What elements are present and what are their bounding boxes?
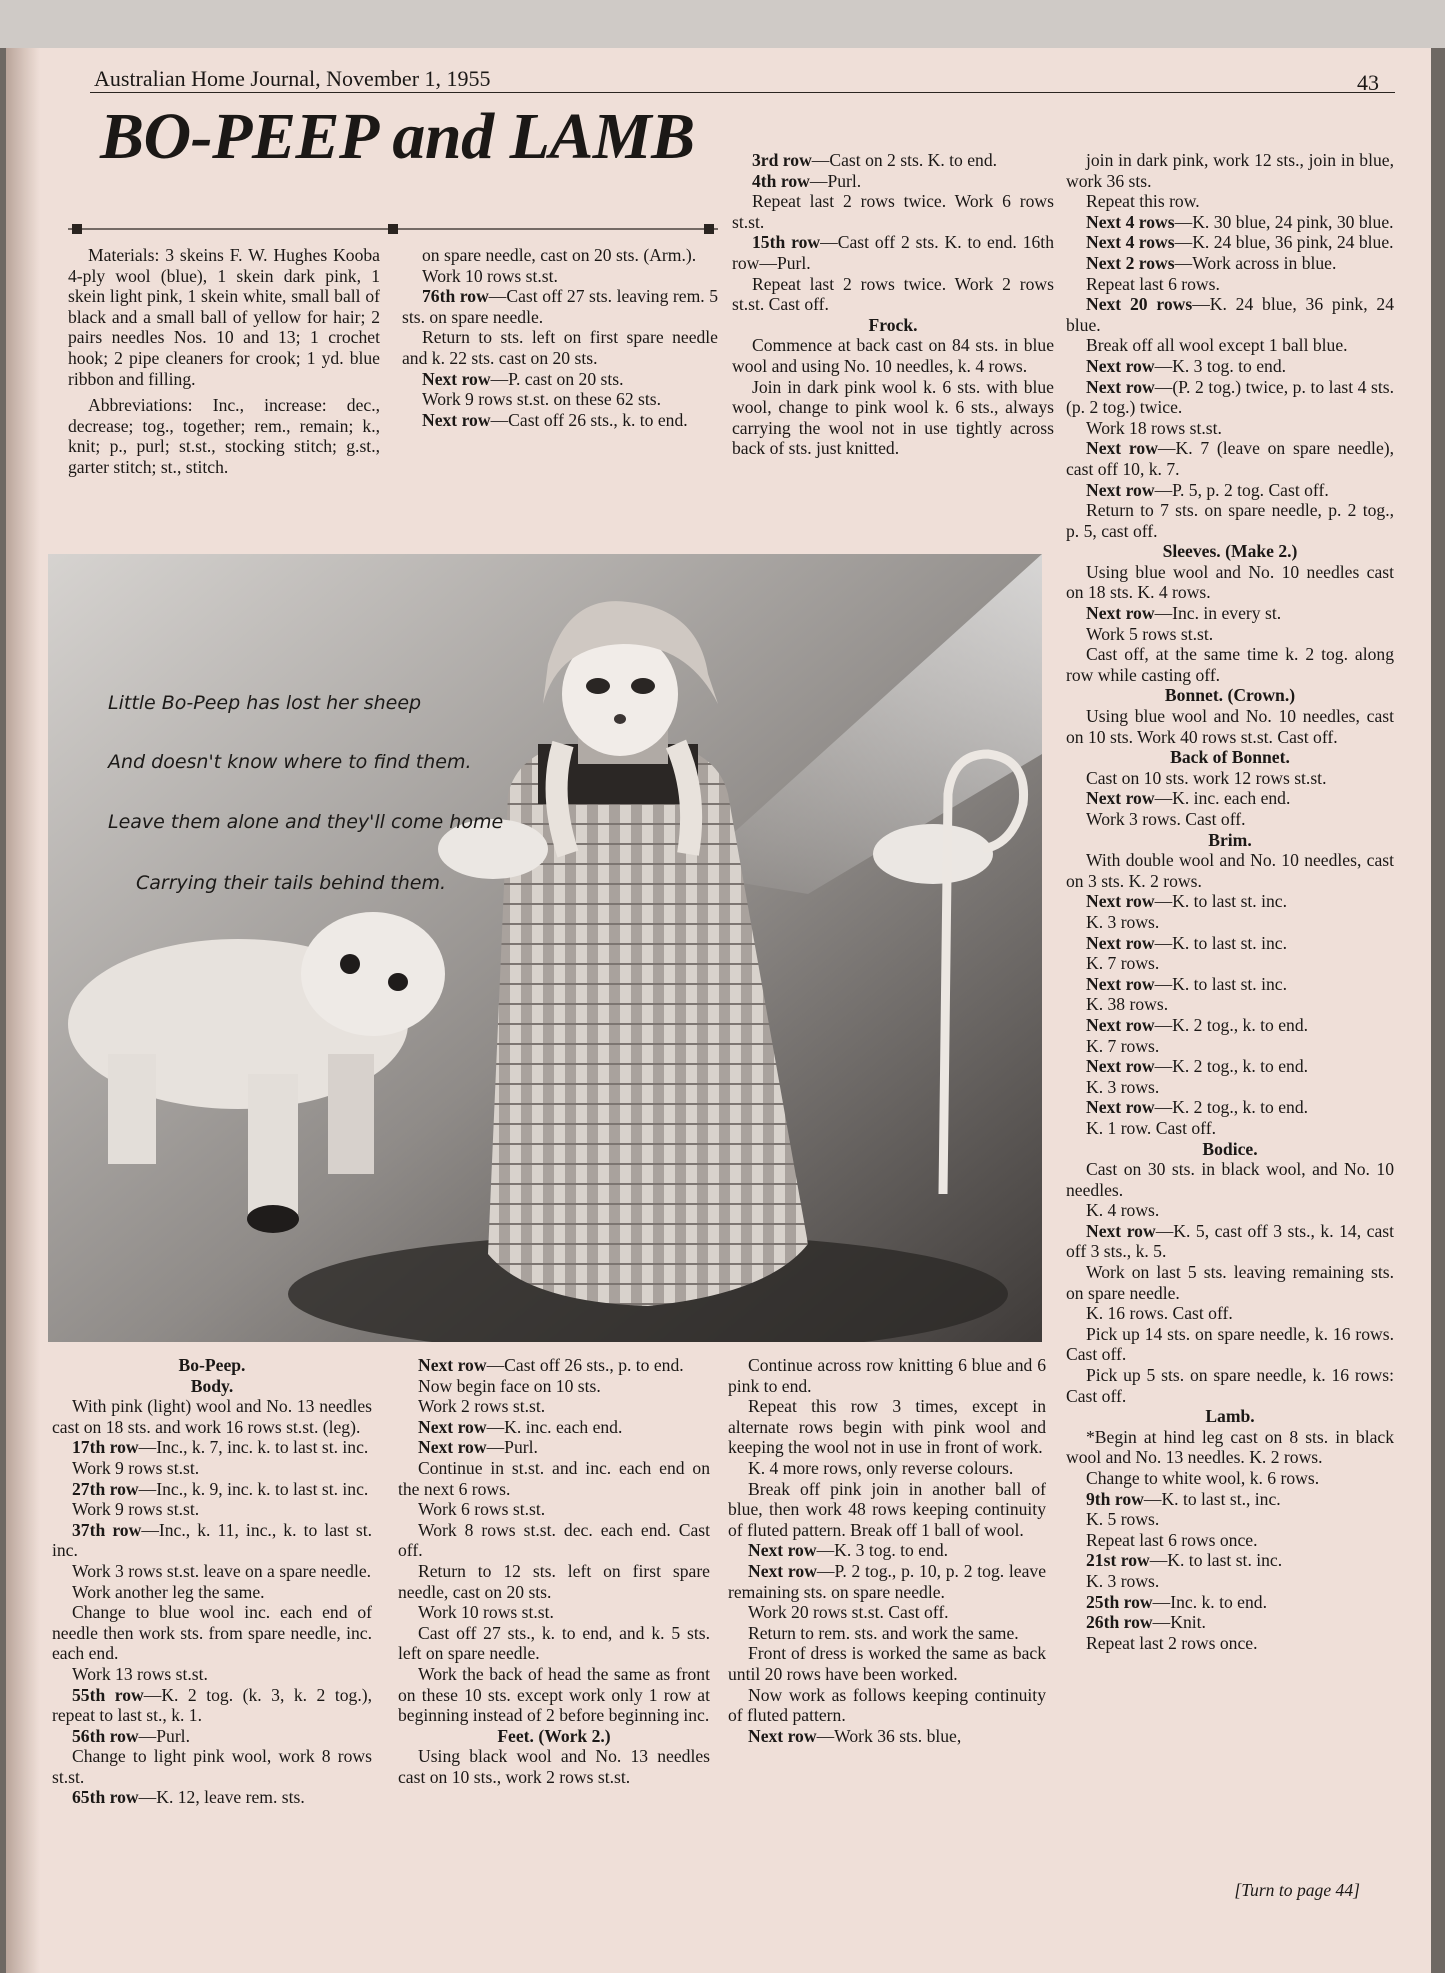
instruction-text: Now begin face on 10 sts. (418, 1375, 601, 1396)
instruction-line (1066, 377, 1394, 418)
instruction-text: Repeat last 6 rows once. (1086, 1529, 1258, 1550)
instruction-text: Change to light pink wool, work 8 rows st.st. (52, 1746, 372, 1787)
instruction-text: —(P. 2 tog.) twice, p. to last 4 sts. (p. 2 tog.) twice. (1066, 376, 1395, 418)
instruction-text: Work 6 rows st.st. (418, 1499, 546, 1520)
row-label: Next row (1086, 479, 1155, 500)
instruction-line (1066, 1324, 1394, 1365)
instruction-text: —K. to last st. inc. (1154, 932, 1287, 953)
instruction-text: —Cast off 26 sts., p. to end. (486, 1355, 684, 1375)
instruction-line (402, 389, 718, 410)
instruction-line (1066, 788, 1394, 809)
instruction-text: —Inc. in every st. (1154, 603, 1282, 624)
bo-peep-right-arm (873, 824, 993, 884)
instruction-text: With pink (light) wool and No. 13 needles cast on 18 sts. and work 16 rows st.st. (leg). (52, 1396, 372, 1437)
instruction-line (1066, 933, 1394, 954)
instruction-text: K. 3 rows. (1086, 1076, 1160, 1097)
instruction-text: *Begin at hind leg cast on 8 sts. in black wool and No. 13 needles. K. 2 rows. (1066, 1426, 1394, 1468)
instruction-line (1066, 1036, 1394, 1057)
section-heading: Sleeves. (Make 2.) (1162, 541, 1298, 562)
instruction-text: Using blue wool and No. 10 needles, cast on 10 sts. Work 40 rows st.st. Cast off. (1066, 706, 1394, 747)
row-label: Next row (1086, 438, 1158, 459)
instruction-text: Cast on 10 sts. work 12 rows st.st. (1086, 767, 1327, 788)
row-label: Next row (748, 1725, 817, 1746)
instruction-line (52, 1746, 372, 1787)
instruction-line (1066, 891, 1394, 912)
poem-line: Carrying their tails behind them. (136, 872, 447, 894)
instructions-column-3 (732, 150, 1054, 459)
instruction-text: Now work as follows keeping continuity of fluted pattern. (728, 1684, 1046, 1726)
instruction-line (1066, 1056, 1394, 1077)
instruction-text: —Cast off 2 sts. K. to end. 16th row—Purl. (732, 232, 1054, 273)
section-heading: Body. (190, 1375, 234, 1396)
instruction-line (1066, 809, 1394, 830)
instruction-line (1066, 1509, 1394, 1530)
instruction-text: —Purl. (486, 1437, 538, 1458)
running-header (90, 60, 1395, 93)
instruction-line (52, 1602, 372, 1664)
bottom-column-3 (728, 1355, 1046, 1746)
row-label: Next row (1086, 1220, 1156, 1241)
journal-name: Australian Home Journal, November 1, 1955 (94, 66, 491, 91)
instruction-line (1066, 253, 1394, 274)
row-label: Next 4 rows (1086, 211, 1175, 232)
instruction-line (52, 1520, 372, 1561)
row-label: Next row (1086, 355, 1155, 376)
row-label: 9th row (1086, 1488, 1144, 1509)
instruction-text: Change to blue wool inc. each end of needle then work sts. from spare needle, inc. each end. (52, 1602, 372, 1664)
instruction-line (1066, 1633, 1394, 1654)
continuation-note: [Turn to page 44] (1234, 1880, 1360, 1900)
bottom-column-1 (52, 1355, 372, 1808)
row-label: Next row (418, 1416, 487, 1437)
instruction-line (732, 335, 1054, 376)
instruction-line (1066, 232, 1394, 253)
instruction-text: —K. 7 (leave on spare needle), cast off 10, k. 7. (1066, 438, 1395, 479)
instruction-text: —K. 24 blue, 36 pink, 24 blue. (1174, 232, 1394, 253)
instruction-line (52, 1499, 372, 1520)
instruction-line (52, 1787, 372, 1808)
instruction-text: Work 9 rows st.st. (72, 1499, 200, 1520)
instruction-text: Work 18 rows st.st. (1086, 417, 1222, 438)
instruction-text: Continue in st.st. and inc. each end on the next 6 rows. (398, 1457, 710, 1499)
instruction-text: K. 5 rows. (1086, 1509, 1160, 1530)
instruction-line (1066, 850, 1394, 891)
instruction-text: —Inc., k. 9, inc. k. to last st. inc. (138, 1478, 369, 1499)
instruction-text: Repeat last 2 rows twice. Work 2 rows st.st. Cast off. (732, 273, 1054, 315)
instruction-line (728, 1355, 1046, 1396)
instruction-text: Repeat this row. (1086, 191, 1200, 212)
instruction-line (728, 1540, 1046, 1561)
row-label: Next 4 rows (1086, 232, 1175, 253)
section-heading: Lamb. (1205, 1406, 1255, 1427)
instruction-line (728, 1396, 1046, 1458)
section-heading: Brim. (1208, 829, 1252, 850)
instruction-line (1066, 562, 1394, 603)
section-heading: Feet. (Work 2.) (497, 1725, 611, 1746)
lamb-head (301, 912, 445, 1036)
instruction-text: Work the back of head the same as front on these 10 sts. except work only 1 row at beginning instead of 2 before beginning inc. (398, 1663, 710, 1726)
instruction-text: With double wool and No. 10 needles, cast on 3 sts. K. 2 rows. (1066, 850, 1394, 891)
instruction-text: Using black wool and No. 13 needles cast on 10 sts., work 2 rows st.st. (398, 1746, 710, 1787)
instruction-text: —K. to last st. inc. (1154, 891, 1287, 912)
instruction-text: Work 5 rows st.st. (1086, 623, 1214, 644)
instruction-text: Work 2 rows st.st. (418, 1396, 546, 1417)
instruction-line (398, 1746, 710, 1787)
instruction-line (1066, 974, 1394, 995)
instruction-text: Change to white wool, k. 6 rows. (1086, 1468, 1320, 1488)
instruction-text: —P. cast on 20 sts. (490, 368, 624, 389)
poem-line: Leave them alone and they'll come home (108, 811, 504, 833)
instruction-text: —Cast off 27 sts. leaving rem. 5 sts. on spare needle. (402, 286, 718, 327)
instruction-line (1066, 191, 1394, 212)
instruction-line (1066, 1489, 1394, 1510)
row-label: Next row (1086, 932, 1155, 953)
instruction-line (1066, 274, 1394, 295)
instruction-text: Repeat last 2 rows once. (1086, 1632, 1258, 1653)
instruction-text: —Inc., k. 11, inc., k. to last st. inc. (52, 1519, 372, 1561)
instruction-line (52, 1685, 372, 1726)
instruction-line (1066, 1200, 1394, 1221)
row-label: 26th row (1086, 1612, 1153, 1633)
instruction-text: —K. 2 tog., k. to end. (1154, 1014, 1309, 1035)
instruction-line (1066, 1571, 1394, 1592)
title-ornament (68, 222, 718, 236)
instruction-line (1066, 294, 1394, 335)
instruction-line (1066, 1612, 1394, 1633)
instructions-column-4 (1066, 150, 1394, 1653)
instruction-line (1066, 706, 1394, 747)
instruction-line (1066, 1427, 1394, 1468)
row-label: Next row (748, 1560, 817, 1581)
instruction-text: K. 4 more rows, only reverse colours. (748, 1457, 1014, 1478)
instruction-line (1066, 438, 1394, 479)
instruction-line (398, 1561, 710, 1602)
instruction-text: K. 7 rows. (1086, 953, 1160, 974)
instruction-line (1066, 356, 1394, 377)
instruction-text: Work 20 rows st.st. Cast off. (748, 1602, 949, 1623)
instruction-line (402, 266, 718, 287)
instruction-line (1066, 150, 1394, 191)
row-label: Next row (1086, 1056, 1155, 1077)
instruction-text: —Purl. (138, 1725, 190, 1746)
instruction-line (732, 150, 1054, 171)
instruction-text: K. 1 row. Cast off. (1086, 1117, 1216, 1138)
instruction-line (1066, 603, 1394, 624)
section-heading: Bo-Peep. (178, 1355, 246, 1375)
lamb-back-leg (328, 1054, 374, 1174)
instruction-text: Cast off 27 sts., k. to end, and k. 5 sts. left on spare needle. (398, 1622, 710, 1664)
row-label: 55th row (72, 1684, 144, 1705)
instruction-line (398, 1664, 710, 1726)
instruction-text: —K. 12, leave rem. sts. (138, 1787, 305, 1808)
instruction-text: Pick up 5 sts. on spare needle, k. 16 rows: Cast off. (1066, 1365, 1394, 1406)
row-label: Next 2 rows (1086, 252, 1175, 273)
row-label: 27th row (72, 1478, 139, 1499)
row-label: Next row (1086, 603, 1155, 624)
instruction-line (732, 171, 1054, 192)
instruction-line (1066, 768, 1394, 789)
section-heading: Bodice. (1202, 1138, 1258, 1159)
poem-line: Little Bo-Peep has lost her sheep (108, 692, 422, 714)
instruction-text: —K. 5, cast off 3 sts., k. 14, cast off 3 sts., k. 5. (1066, 1220, 1394, 1262)
instruction-text: Return to rem. sts. and work the same. (748, 1622, 1019, 1643)
instruction-text: —Cast on 2 sts. K. to end. (811, 150, 998, 170)
instruction-text: —Purl. (809, 170, 862, 191)
instruction-line (1066, 1550, 1394, 1571)
instruction-text: join in dark pink, work 12 sts., join in blue, work 36 sts. (1066, 150, 1394, 191)
instruction-line (52, 1726, 372, 1747)
page-spine-shadow (6, 48, 40, 1973)
instruction-line (732, 274, 1054, 315)
instruction-text: —K. 24 blue, 36 pink, 24 blue. (1066, 294, 1394, 335)
instruction-line (52, 1561, 372, 1582)
instruction-line (52, 1664, 372, 1685)
instruction-line (1066, 1015, 1394, 1036)
row-label: Next row (422, 409, 491, 430)
instruction-text: Return to 7 sts. on spare needle, p. 2 tog., p. 5, cast off. (1066, 500, 1394, 541)
instruction-text: Join in dark pink wool k. 6 sts. with blue wool, change to pink wool k. 6 sts., always carrying the wool not in use tightly across back of sts. just knitted. (732, 376, 1054, 459)
instruction-text: Work 10 rows st.st. (422, 265, 558, 286)
instruction-line (402, 327, 718, 368)
instruction-line (728, 1602, 1046, 1623)
instruction-text: —K. 3 tog. to end. (816, 1540, 949, 1561)
instruction-text: Commence at back cast on 84 sts. in blue wool and using No. 10 needles, k. 4 rows. (732, 335, 1054, 376)
instruction-line (728, 1479, 1046, 1541)
instruction-line (52, 1582, 372, 1603)
bo-peep-left-eye (586, 678, 610, 694)
instruction-text: —K. to last st. inc. (1149, 1550, 1283, 1571)
section-heading: Bonnet. (Crown.) (1164, 685, 1296, 706)
instruction-line (1066, 1365, 1394, 1406)
materials-text: Materials: 3 skeins F. W. Hughes Kooba 4-ply wool (blue), 1 skein dark pink, 1 skein light pink, 1 skein white, small ball of black and a small ball of yellow for hair; 2 pairs needles Nos. 10 and 13; 1 crochet hook; 2 pipe cleaners for crook; 1 yd. blue ribbon and filling. (68, 245, 380, 389)
instruction-line (398, 1437, 710, 1458)
instruction-line (732, 191, 1054, 232)
instruction-line (1066, 1530, 1394, 1551)
instruction-text: Repeat last 6 rows. (1086, 273, 1220, 294)
instruction-line (1066, 1159, 1394, 1200)
instruction-line (1066, 1097, 1394, 1118)
instruction-line (398, 1417, 710, 1438)
instruction-text: —Inc. k. to end. (1152, 1591, 1267, 1612)
instruction-line (1066, 1221, 1394, 1262)
instruction-text: Work 10 rows st.st. (418, 1602, 554, 1623)
instruction-text: —Knit. (1152, 1612, 1206, 1633)
instruction-line (728, 1685, 1046, 1726)
instructions-column-2 (402, 245, 718, 430)
instruction-text: —P. 2 tog., p. 10, p. 2 tog. leave remaining sts. on spare needle. (728, 1560, 1047, 1602)
scanner-background (0, 0, 1445, 48)
instruction-line (1066, 1262, 1394, 1303)
row-label: Next row (1086, 1097, 1155, 1118)
row-label: 17th row (72, 1437, 139, 1458)
instruction-line (1066, 912, 1394, 933)
instruction-text: Cast off, at the same time k. 2 tog. along row while casting off. (1066, 644, 1394, 685)
instruction-line (52, 1437, 372, 1458)
instruction-text: K. 38 rows. (1086, 994, 1169, 1015)
photo-illustration (48, 554, 1042, 1342)
instruction-text: Work 3 rows. Cast off. (1086, 809, 1246, 829)
lamb-nose (388, 973, 408, 991)
instruction-line (1066, 953, 1394, 974)
instruction-text: —K. 3 tog. to end. (1154, 355, 1287, 376)
instruction-text: —K. 2 tog. (k. 3, k. 2 tog.), repeat to last st., k. 1. (52, 1684, 372, 1726)
instruction-line (398, 1355, 710, 1376)
instruction-text: Work 8 rows st.st. dec. each end. Cast off. (398, 1519, 710, 1561)
article-title: BO-PEEP and LAMB (100, 100, 695, 173)
instruction-line (398, 1376, 710, 1397)
instruction-line (398, 1520, 710, 1561)
row-label: Next row (418, 1355, 487, 1375)
instruction-text: —Cast off 26 sts., k. to end. (490, 409, 688, 430)
instruction-text: —K. to last st., inc. (1143, 1488, 1281, 1509)
instruction-line (1066, 1592, 1394, 1613)
instruction-text: —K. 2 tog., k. to end. (1154, 1056, 1309, 1077)
instruction-line (402, 245, 718, 266)
row-label: Next row (422, 368, 491, 389)
instruction-line (402, 410, 718, 431)
bottom-column-2 (398, 1355, 710, 1787)
row-label: Next row (418, 1437, 487, 1458)
materials-column (68, 245, 380, 478)
row-label: Next row (1086, 1014, 1155, 1035)
instruction-text: Work another leg the same. (72, 1581, 265, 1602)
instruction-text: Break off pink join in another ball of blue, then work 48 rows keeping continuity of fluted pattern. Break off 1 ball of wool. (728, 1478, 1046, 1540)
instruction-text: Return to sts. left on first spare needle and k. 22 sts. cast on 20 sts. (402, 327, 718, 368)
instruction-line (1066, 480, 1394, 501)
instruction-line (398, 1458, 710, 1499)
instruction-line (402, 286, 718, 327)
instruction-text: —Work across in blue. (1174, 252, 1337, 273)
row-label: 3rd row (752, 150, 812, 170)
instruction-text: Repeat this row 3 times, except in alternate rows begin with pink wool and keeping the wool not in use in front of work. (728, 1396, 1046, 1458)
instruction-line (728, 1458, 1046, 1479)
row-label: 4th row (752, 170, 810, 191)
row-label: 21st row (1086, 1550, 1150, 1571)
instruction-text: on spare needle, cast on 20 sts. (Arm.). (422, 245, 697, 265)
row-label: Next row (1086, 788, 1155, 809)
instruction-text: Return to 12 sts. left on first spare needle, cast on 20 sts. (398, 1560, 710, 1602)
instruction-text: Front of dress is worked the same as back until 20 rows have been worked. (728, 1643, 1046, 1684)
row-label: Next row (1086, 891, 1155, 912)
instruction-line (1066, 624, 1394, 645)
row-label: 76th row (422, 286, 489, 307)
lamb-eye (340, 954, 360, 974)
section-heading: Frock. (868, 314, 918, 335)
instruction-text: Work 3 rows st.st. leave on a spare needle. (72, 1560, 372, 1581)
instruction-text: —K. 2 tog., k. to end. (1154, 1097, 1309, 1118)
instruction-text: K. 3 rows. (1086, 1570, 1160, 1591)
row-label: 37th row (72, 1519, 142, 1540)
lamb-front-leg (108, 1054, 156, 1164)
abbreviations-text: Abbreviations: Inc., increase: dec., decrease; tog., together; rem., remain; k., knit; p., purl; st.st., stocking stitch; g.st., garter stitch; st., stitch. (68, 395, 380, 477)
bo-peep-left-braid (557, 744, 568, 854)
row-label: 15th row (752, 232, 821, 253)
instruction-line (1066, 418, 1394, 439)
instruction-line (398, 1396, 710, 1417)
instruction-line (1066, 644, 1394, 685)
instruction-text: Pick up 14 sts. on spare needle, k. 16 rows. Cast off. (1066, 1323, 1394, 1365)
instruction-line (732, 232, 1054, 273)
instruction-line (1066, 500, 1394, 541)
instruction-line (728, 1643, 1046, 1684)
instruction-text: Repeat last 2 rows twice. Work 6 rows st.st. (732, 191, 1054, 232)
instruction-line (728, 1726, 1046, 1747)
instruction-text: K. 3 rows. (1086, 911, 1160, 932)
instruction-line (728, 1623, 1046, 1644)
instruction-text: K. 7 rows. (1086, 1035, 1160, 1056)
instruction-line (52, 1396, 372, 1437)
instruction-text: Work 9 rows st.st. on these 62 sts. (422, 389, 662, 410)
instruction-line (1066, 1303, 1394, 1324)
row-label: Next row (748, 1540, 817, 1561)
instruction-line (52, 1458, 372, 1479)
instruction-text: Work 13 rows st.st. (72, 1663, 208, 1684)
page-number: 43 (1357, 70, 1379, 95)
instruction-text: K. 4 rows. (1086, 1200, 1160, 1221)
instruction-text: Using blue wool and No. 10 needles cast on 18 sts. K. 4 rows. (1066, 561, 1394, 603)
instruction-text: Continue across row knitting 6 blue and 6 pink to end. (728, 1355, 1046, 1396)
instruction-line (1066, 1118, 1394, 1139)
row-label: Next 20 rows (1086, 294, 1193, 315)
instruction-text: —K. inc. each end. (1154, 788, 1291, 809)
row-label: 56th row (72, 1725, 139, 1746)
instruction-line (1066, 1077, 1394, 1098)
instruction-line (732, 377, 1054, 459)
lamb-hoof (247, 1205, 299, 1233)
instruction-line (728, 1561, 1046, 1602)
row-label: Next row (1086, 973, 1155, 994)
row-label: 65th row (72, 1787, 139, 1808)
instruction-text: —K. inc. each end. (486, 1416, 623, 1437)
instruction-line (1066, 212, 1394, 233)
instruction-text: —Work 36 sts. blue, (816, 1725, 962, 1746)
bo-peep-right-eye (631, 678, 655, 694)
instruction-line (398, 1602, 710, 1623)
doll-photo (48, 554, 1042, 1342)
instruction-line (52, 1479, 372, 1500)
instruction-text: Work on last 5 sts. leaving remaining sts. on spare needle. (1066, 1262, 1394, 1303)
row-label: 25th row (1086, 1591, 1153, 1612)
instruction-text: Work 9 rows st.st. (72, 1457, 200, 1478)
instruction-line (1066, 335, 1394, 356)
lamb-hind-leg (248, 1074, 298, 1214)
instruction-line (398, 1623, 710, 1664)
section-heading: Back of Bonnet. (1170, 747, 1290, 768)
instruction-text: Break off all wool except 1 ball blue. (1086, 335, 1348, 356)
poem-line: And doesn't know where to find them. (108, 751, 472, 773)
instruction-text: —K. 30 blue, 24 pink, 30 blue. (1174, 211, 1394, 232)
instruction-text: K. 16 rows. Cast off. (1086, 1303, 1233, 1324)
instruction-line (1066, 994, 1394, 1015)
instruction-line (398, 1499, 710, 1520)
instruction-text: Cast on 30 sts. in black wool, and No. 10 needles. (1066, 1159, 1394, 1200)
row-label: Next row (1086, 376, 1155, 397)
instruction-text: —P. 5, p. 2 tog. Cast off. (1154, 479, 1329, 500)
instruction-text: —Inc., k. 7, inc. k. to last st. inc. (138, 1437, 369, 1458)
bo-peep-mouth (614, 714, 626, 724)
instruction-line (1066, 1468, 1394, 1489)
instruction-line (402, 369, 718, 390)
instruction-text: —K. to last st. inc. (1154, 973, 1287, 994)
